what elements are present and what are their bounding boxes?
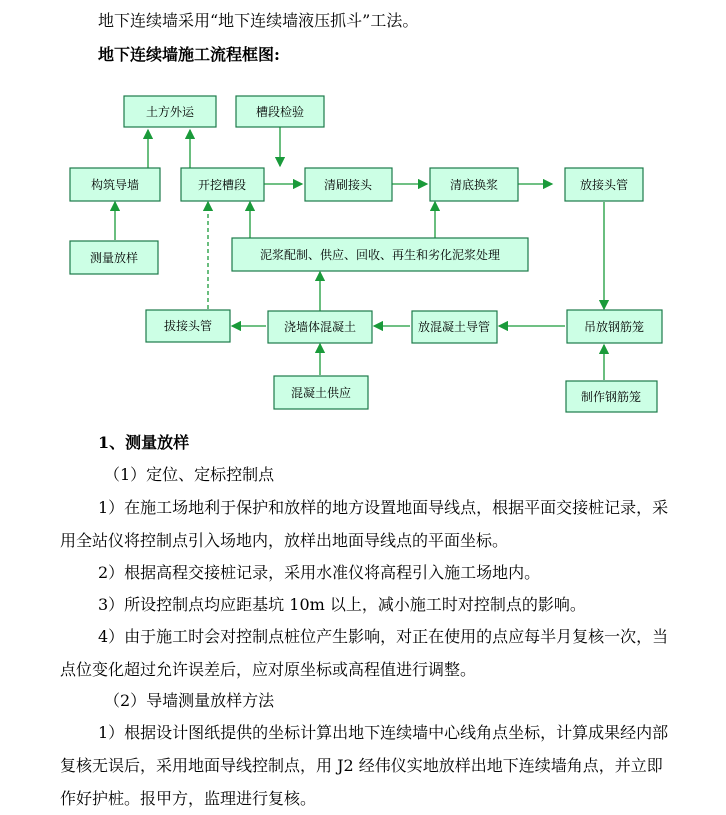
subsection-1-heading: （1）定位、定标控制点 xyxy=(104,465,275,484)
box-brush-label: 清刷接头 xyxy=(323,178,373,192)
box-earth-label: 土方外运 xyxy=(145,105,195,119)
box-place-pipe xyxy=(565,168,643,201)
paragraph-2: 2）根据高程交接桩记录，采用水准仪将高程引入施工场地内。 xyxy=(98,563,541,582)
box-excavate xyxy=(181,168,264,201)
box-clean-label: 清底换浆 xyxy=(449,178,499,192)
box-survey-label: 测量放样 xyxy=(89,251,139,265)
box-hoist-cage xyxy=(567,310,662,343)
box-brush xyxy=(305,168,392,201)
box-trench-check xyxy=(236,96,324,127)
paragraph-4: 4）由于施工时会对控制点桩位产生影响，对正在使用的点应每半月复核一次，当点位变化超过允许误差后，应对原坐标或高程值进行调整。 xyxy=(60,627,669,679)
box-concrete-supply xyxy=(274,376,368,409)
box-excavate-label: 开挖槽段 xyxy=(197,178,247,192)
box-make-cage-label: 制作钢筋笼 xyxy=(580,390,642,404)
paragraph-3: 3）所设控制点均应距基坑 10m 以上，减小施工时对控制点的影响。 xyxy=(98,595,586,614)
flow-title: 地下连续墙施工流程框图: xyxy=(98,45,280,64)
box-pull-pipe-label: 拔接头管 xyxy=(163,319,213,333)
box-pour-label: 浇墙体混凝土 xyxy=(283,320,357,334)
box-trench-check-label: 槽段检验 xyxy=(255,105,305,119)
box-pour xyxy=(268,311,372,343)
box-hoist-cage-label: 吊放钢筋笼 xyxy=(583,320,645,334)
box-make-cage xyxy=(566,381,657,412)
box-earth xyxy=(124,96,216,127)
box-tremie xyxy=(412,311,497,343)
box-concrete-supply-label: 混凝土供应 xyxy=(290,386,352,400)
box-survey xyxy=(70,241,158,274)
box-guide-wall xyxy=(70,168,160,201)
box-place-pipe-label: 放接头管 xyxy=(579,178,629,192)
box-slurry-label: 泥浆配制、供应、回收、再生和劣化泥浆处理 xyxy=(259,248,501,262)
paragraph-1: 1）在施工场地利于保护和放样的地方设置地面导线点，根据平面交接桩记录，采用全站仪将控制点引入场地内，放样出地面导线点的平面坐标。 xyxy=(60,498,669,550)
box-guide-wall-label: 构筑导墙 xyxy=(90,178,140,192)
intro-text: 地下连续墙采用“地下连续墙液压抓斗”工法。 xyxy=(98,11,419,30)
box-slurry xyxy=(232,238,528,271)
box-tremie-label: 放混凝土导管 xyxy=(417,320,491,334)
paragraph-5: 1）根据设计图纸提供的坐标计算出地下连续墙中心线角点坐标，计算成果经内部复核无误后，采用地面导线控制点，用 J2 经伟仪实地放样出地下连续墙角点，并立即作好护桩。报甲方，监理进行复核。 xyxy=(60,723,669,808)
section-1-heading: 1、测量放样 xyxy=(98,433,190,452)
box-clean xyxy=(430,168,518,201)
subsection-2-heading: （2）导墙测量放样方法 xyxy=(104,691,275,710)
box-pull-pipe xyxy=(146,310,230,342)
